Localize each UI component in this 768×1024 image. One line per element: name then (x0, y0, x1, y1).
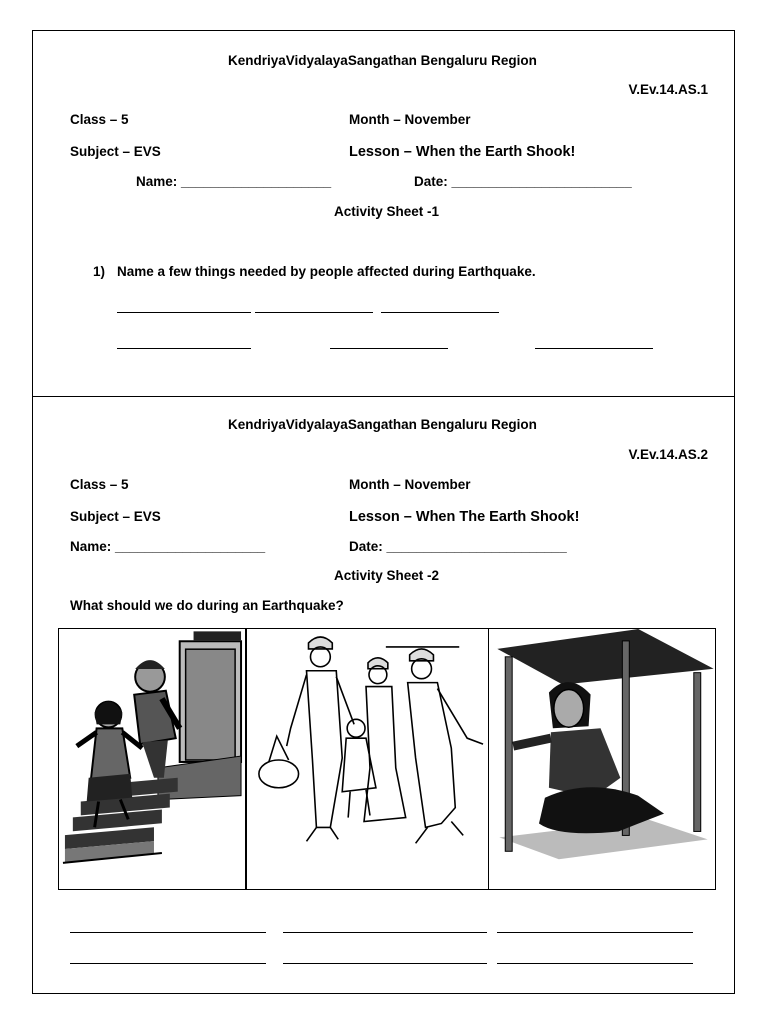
answer-line[interactable] (283, 932, 487, 933)
date-field[interactable]: Date: ________________________ (349, 539, 567, 554)
answer-line[interactable] (497, 932, 693, 933)
question-number: 1) (93, 264, 106, 279)
question-text: Name a few things needed by people affected during Earthquake. (117, 264, 536, 279)
month-label: Month – November (349, 477, 471, 492)
answer-line[interactable] (381, 312, 499, 313)
family-scene-icon (247, 629, 488, 889)
class-label: Class – 5 (70, 477, 129, 492)
answer-line[interactable] (330, 348, 448, 349)
answer-line[interactable] (497, 963, 693, 964)
sheet-code: V.Ev.14.AS.2 (628, 447, 708, 462)
month-label: Month – November (349, 112, 471, 127)
answer-line[interactable] (117, 312, 251, 313)
activity-title: Activity Sheet -2 (334, 568, 440, 583)
sheet-code: V.Ev.14.AS.1 (628, 82, 708, 97)
name-field[interactable]: Name: ____________________ (70, 539, 266, 554)
answer-line[interactable] (283, 963, 487, 964)
lesson-label: Lesson – When The Earth Shook! (349, 509, 580, 525)
answer-line[interactable] (535, 348, 653, 349)
name-field[interactable]: Name: ____________________ (136, 174, 332, 189)
answer-line[interactable] (70, 932, 266, 933)
stairs-evacuation-illustration (58, 628, 246, 890)
activity-sheet-1 (32, 30, 735, 396)
subject-label: Subject – EVS (70, 509, 161, 524)
family-with-helmets-illustration (246, 628, 489, 890)
date-field[interactable]: Date: ________________________ (414, 174, 632, 189)
hide-under-table-illustration (489, 628, 716, 890)
sheet-header: KendriyaVidyalayaSangathan Bengaluru Region (228, 53, 537, 68)
table-scene-icon (489, 629, 715, 889)
question-text: What should we do during an Earthquake? (70, 598, 344, 613)
answer-line[interactable] (70, 963, 266, 964)
lesson-label: Lesson – When the Earth Shook! (349, 144, 576, 160)
subject-label: Subject – EVS (70, 144, 161, 159)
class-label: Class – 5 (70, 112, 129, 127)
sheet-header: KendriyaVidyalayaSangathan Bengaluru Region (228, 417, 537, 432)
answer-line[interactable] (255, 312, 373, 313)
activity-title: Activity Sheet -1 (334, 204, 440, 219)
activity-sheet-2 (32, 396, 735, 994)
answer-line[interactable] (117, 348, 251, 349)
stairs-scene-icon (59, 629, 245, 889)
